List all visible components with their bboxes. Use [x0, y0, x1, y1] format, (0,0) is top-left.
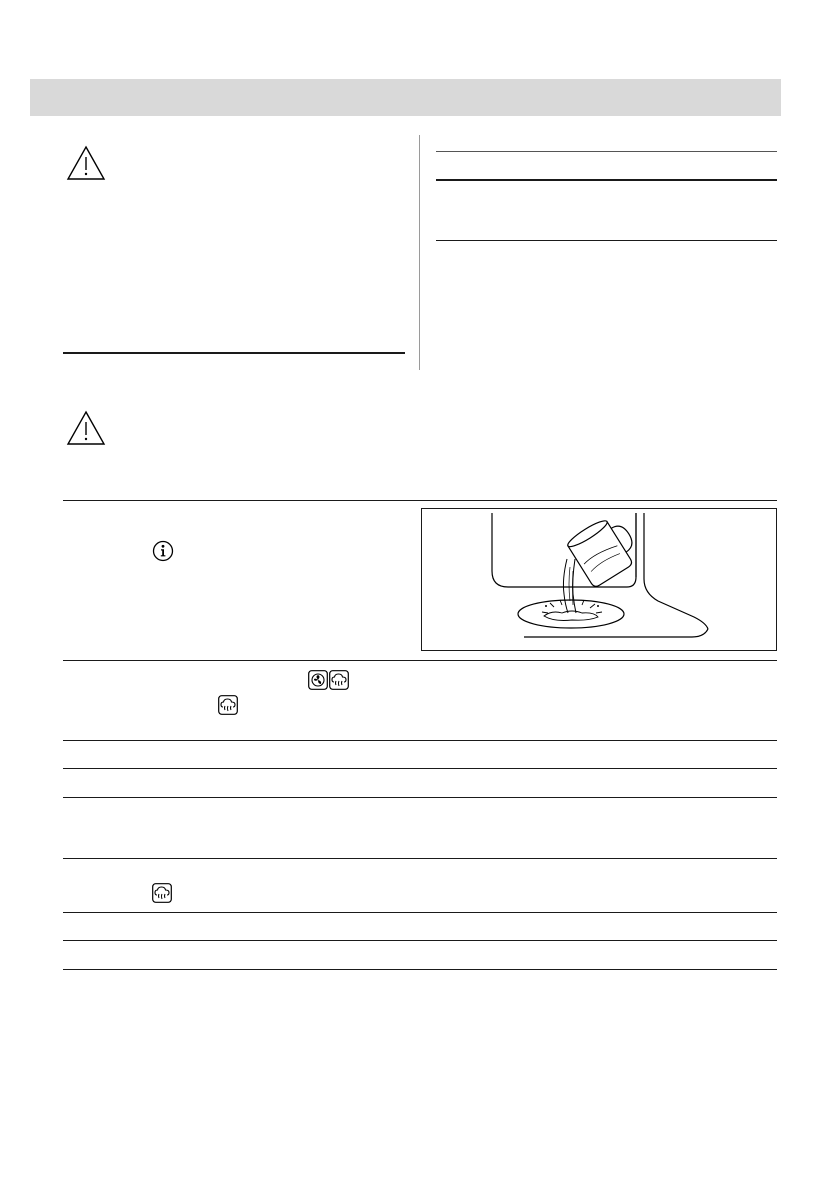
table-rule-6	[63, 858, 777, 859]
table-rule-8	[63, 940, 777, 941]
table-rule-4	[63, 768, 777, 769]
right-column-rule-3	[436, 240, 777, 241]
section-header-bar	[30, 79, 781, 116]
right-column-rule-2	[436, 179, 777, 181]
table-rule-3	[63, 740, 777, 741]
steam-icon	[329, 670, 349, 690]
steam-icon	[218, 695, 238, 715]
info-circle-icon	[152, 540, 174, 562]
pouring-water-illustration	[422, 509, 776, 650]
steam-icon	[152, 883, 172, 903]
right-column-rule-1	[436, 151, 777, 152]
column-divider	[419, 135, 420, 370]
table-rule-2	[63, 660, 777, 661]
table-rule-5	[63, 797, 777, 798]
table-rule-9	[63, 969, 777, 970]
left-column-rule	[63, 352, 405, 354]
table-rule-1	[63, 500, 777, 501]
table-rule-7	[63, 912, 777, 913]
fan-icon	[308, 670, 328, 690]
warning-triangle-icon	[66, 410, 106, 446]
illustration-pouring-water	[421, 508, 777, 651]
warning-triangle-icon	[66, 145, 106, 181]
